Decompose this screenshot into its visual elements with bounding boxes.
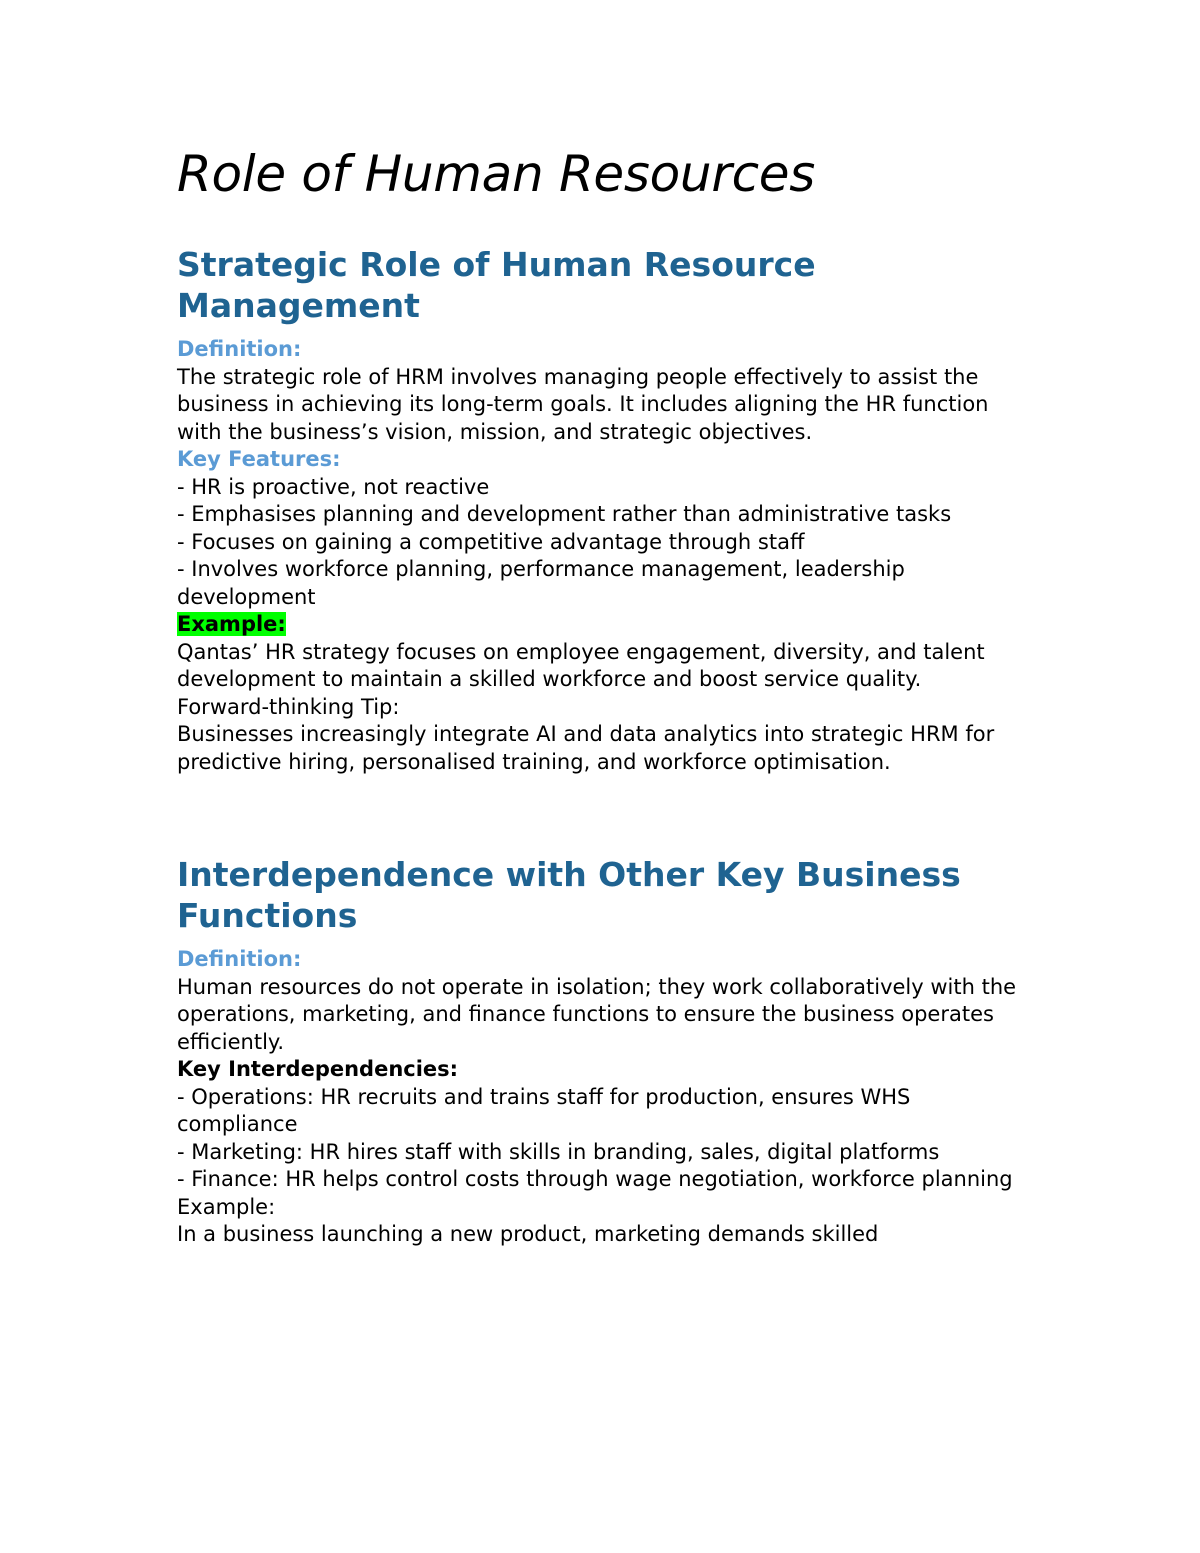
tip-label: Forward-thinking Tip: [177, 694, 400, 719]
key-interdependencies-label: Key Interdependencies: [177, 1057, 459, 1081]
key-features-label: Key Features: [177, 447, 341, 471]
section-heading-interdependence: Interdependence with Other Key Business Functions [177, 855, 961, 935]
definition-text: The strategic role of HRM involves managing people effectively to assist the business in achieving its long-term goals. It includes aligning the HR function with the business’s vision, mission, and strategic objectives. [177, 364, 989, 444]
example-text: In a business launching a new product, marketing demands skilled [177, 1222, 879, 1246]
section-interdependence [177, 854, 1037, 1249]
definition-label: Definition: [177, 947, 302, 971]
example-label-highlighted: Example: [177, 612, 286, 636]
key-features-list [177, 474, 1037, 612]
tip-text: Businesses increasingly integrate AI and data analytics into strategic HRM for predictive hiring, personalised training, and workforce optimisation. [177, 722, 995, 774]
list-item: - Focuses on gaining a competitive advantage through staff [177, 529, 805, 554]
document-title: Role of Human Resources [177, 145, 815, 203]
key-interdependencies-list [177, 1084, 1037, 1194]
list-item: - Involves workforce planning, performance management, leadership development [177, 557, 905, 609]
list-item: - Operations: HR recruits and trains staff for production, ensures WHS compliance [177, 1084, 911, 1136]
list-item: - HR is proactive, not reactive [177, 474, 490, 499]
definition-text: Human resources do not operate in isolation; they work collaboratively with the operations, marketing, and finance functions to ensure the business operates efficiently. [177, 974, 1017, 1054]
definition-label: Definition: [177, 337, 302, 361]
list-item: - Emphasises planning and development rather than administrative tasks [177, 502, 952, 526]
section-strategic-role [177, 244, 1037, 776]
document-page [177, 140, 1037, 1249]
section-heading-strategic-role: Strategic Role of Human Resource Management [177, 245, 816, 325]
list-item: - Finance: HR helps control costs through wage negotiation, workforce planning [177, 1167, 1013, 1191]
example-label: Example: [177, 1194, 276, 1219]
list-item: - Marketing: HR hires staff with skills in branding, sales, digital platforms [177, 1139, 940, 1164]
example-text: Qantas’ HR strategy focuses on employee engagement, diversity, and talent development to maintain a skilled workforce and boost service quality. [177, 639, 985, 691]
